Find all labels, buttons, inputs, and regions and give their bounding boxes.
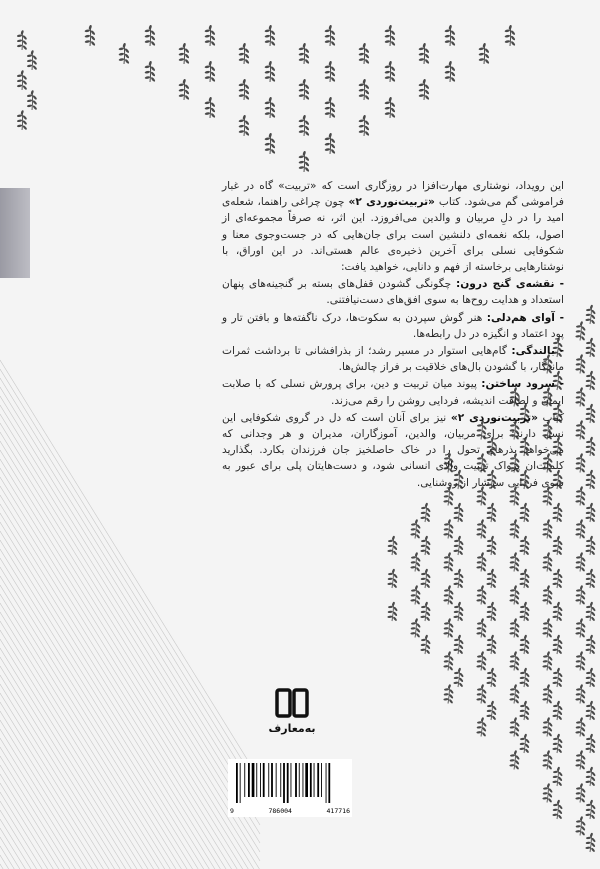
leaf-sprig-icon <box>439 683 459 705</box>
leaf-sprig-icon <box>294 78 315 102</box>
blurb-run: هنر گوش سپردن به سکوت‌ها، درک ناگفته‌ها و بافتن تار و پود اعتماد و انگیزه در دل رابطه‌ها. <box>222 311 564 340</box>
leaf-sprig-icon <box>538 749 558 771</box>
book-icon <box>275 686 309 720</box>
leaf-sprig-icon <box>140 60 161 84</box>
leaf-sprig-icon <box>571 749 591 771</box>
blurb-paragraph <box>222 343 564 375</box>
blurb-paragraph <box>222 178 564 275</box>
leaf-sprig-icon <box>416 501 436 523</box>
leaf-sprig-icon <box>383 567 403 589</box>
leaf-sprig-icon <box>571 782 591 804</box>
leaf-sprig-icon <box>380 60 401 84</box>
blurb-run: چون چراغی راهنما، شعله‌ی امید را در دلِ مربیان و والدین می‌افروزد. این اثر، نه صرفاً مجموعه‌ای از اصول، بلکه نغمه‌ای دلنشین است برای جان‌هایی که در جست‌وجوی معنا و شکوفایی نسلی برای آخرین ذخیره‌ی عالم هستی‌اند. در این اوراق، با نوشتارهایی برخاسته از فهم و دانایی، خواهید یافت: <box>222 196 564 274</box>
leaf-sprig-icon <box>571 518 591 540</box>
leaf-sprig-icon <box>538 650 558 672</box>
leaf-sprig-icon <box>571 716 591 738</box>
leaf-sprig-icon <box>234 42 255 66</box>
leaf-sprig-icon <box>383 534 403 556</box>
leaf-sprig-icon <box>439 551 459 573</box>
leaf-sprig-icon <box>538 518 558 540</box>
leaf-sprig-icon <box>320 132 341 156</box>
leaf-sprig-icon <box>234 78 255 102</box>
blurb-paragraph <box>222 310 564 342</box>
leaf-sprig-icon <box>472 518 492 540</box>
leaf-sprig-icon <box>505 650 525 672</box>
barcode-digit-prefix: 9 <box>230 807 234 815</box>
leaf-sprig-icon <box>294 42 315 66</box>
leaf-sprig-icon <box>406 551 426 573</box>
leaf-sprig-icon <box>571 419 591 441</box>
leaf-sprig-icon <box>380 24 401 48</box>
leaf-sprig-icon <box>380 96 401 120</box>
leaf-sprig-icon <box>320 60 341 84</box>
leaf-sprig-icon <box>538 617 558 639</box>
leaf-sprig-icon <box>474 42 495 66</box>
blurb-heading: - نقشه‌ی گنج درون: <box>456 278 565 291</box>
leaf-sprig-icon <box>23 89 43 112</box>
leaf-sprig-icon <box>571 650 591 672</box>
leaf-sprig-icon <box>439 617 459 639</box>
barcode-digit-group1: 786004 <box>268 807 292 815</box>
leaf-sprig-icon <box>571 485 591 507</box>
leaf-sprig-icon <box>538 683 558 705</box>
leaf-sprig-icon <box>472 551 492 573</box>
leaf-sprig-icon <box>174 42 195 66</box>
leaf-sprig-icon <box>294 150 315 174</box>
blurb-text <box>222 178 564 492</box>
leaf-sprig-icon <box>571 617 591 639</box>
leaf-sprig-icon <box>472 650 492 672</box>
leaf-sprig-icon <box>505 749 525 771</box>
leaf-sprig-icon <box>414 78 435 102</box>
blurb-run: نیز برای آنان است که دل در گروی شکوفایی این نسل دارند؛ برای مربیان، والدین، آموزگاران، مدیران و هر وجدانی که می‌خواهد بذرهای تحول را در خاک حاصلخیز جان فرزندان بکارد. بگذارید کلمات‌ان پژواک تربیت والای انسانی شود، و دست‌هایتان پلی برای عبور به سوی فردایی سرشار از روشنایی. <box>222 411 564 489</box>
blurb-paragraph <box>222 376 564 408</box>
leaf-sprig-icon <box>472 617 492 639</box>
leaf-sprig-icon <box>354 78 375 102</box>
blurb-run: کتاب <box>537 411 565 424</box>
leaf-sprig-icon <box>538 551 558 573</box>
leaf-sprig-icon <box>294 114 315 138</box>
leaf-sprig-icon <box>439 518 459 540</box>
leaf-sprig-icon <box>354 114 375 138</box>
leaf-sprig-icon <box>505 518 525 540</box>
leaf-sprig-icon <box>414 42 435 66</box>
leaf-sprig-icon <box>13 109 33 132</box>
leaf-sprig-icon <box>200 24 221 48</box>
leaf-sprig-icon <box>140 24 161 48</box>
leaf-sprig-icon <box>260 132 281 156</box>
blurb-paragraph <box>222 410 564 491</box>
leaf-sprig-icon <box>472 716 492 738</box>
leaf-sprig-icon <box>581 303 600 325</box>
leaf-sprig-icon <box>320 24 341 48</box>
blurb-paragraph <box>222 276 564 308</box>
leaf-sprig-icon <box>571 386 591 408</box>
blurb-run: چگونگی گشودن قفل‌های بسته بر گنجینه‌های پنهان استعداد و هدایت روح‌ها به سوی افق‌های دست‌نیافتنی. <box>222 278 564 307</box>
leaf-sprig-icon <box>200 60 221 84</box>
leaf-sprig-icon <box>440 60 461 84</box>
leaf-sprig-icon <box>260 24 281 48</box>
leaf-sprig-icon <box>505 716 525 738</box>
leaf-sprig-icon <box>439 650 459 672</box>
leaf-sprig-icon <box>13 29 33 52</box>
leaf-sprig-icon <box>571 683 591 705</box>
leaf-sprig-icon <box>538 716 558 738</box>
leaf-sprig-icon <box>13 69 33 92</box>
leaf-sprig-icon <box>406 518 426 540</box>
leaf-sprig-icon <box>354 42 375 66</box>
blurb-heading: - بالندگی: <box>511 345 564 358</box>
leaf-sprig-icon <box>439 584 459 606</box>
leaf-sprig-icon <box>200 96 221 120</box>
publisher-logo <box>262 686 322 748</box>
leaf-sprig-icon <box>472 683 492 705</box>
leaf-sprig-icon <box>320 96 341 120</box>
leaf-sprig-icon <box>571 452 591 474</box>
leaf-sprig-icon <box>406 584 426 606</box>
leaf-sprig-icon <box>505 584 525 606</box>
blurb-run: پیوند میان تربیت و دین، برای پرورش نسلی که با صلابت ایمان و لطافت اندیشه، فردایی روشن را رقم می‌زند. <box>222 378 564 407</box>
leaf-sprig-icon <box>571 815 591 837</box>
leaf-sprig-icon <box>23 49 43 72</box>
barcode-number <box>230 807 350 815</box>
barcode-digit-group2: 417716 <box>326 807 350 815</box>
blurb-heading: - سرود ساختن: <box>481 378 564 391</box>
isbn-barcode <box>228 759 352 817</box>
leaf-sprig-icon <box>571 353 591 375</box>
leaf-sprig-icon <box>440 24 461 48</box>
leaf-sprig-icon <box>260 96 281 120</box>
blurb-run: این رویداد، نوشتاری مهارت‌افزا در روزگاری است که «تربیت» گاه در غبار فراموشی گم می‌شود. کتاب <box>222 180 564 209</box>
leaf-sprig-icon <box>260 60 281 84</box>
blurb-run: گام‌هایی استوار در مسیر رشد؛ از بذرافشانی تا برداشت ثمرات ماندگار، با گشودن بال‌های خلاقیت بر فراز چالش‌ها. <box>222 345 564 374</box>
leaf-sprig-icon <box>538 584 558 606</box>
leaf-sprig-icon <box>505 617 525 639</box>
blurb-heading: «تربیت‌نوردی ۲» <box>450 411 538 424</box>
leaf-sprig-icon <box>505 551 525 573</box>
leaf-sprig-icon <box>383 600 403 622</box>
leaf-sprig-icon <box>538 782 558 804</box>
leaf-sprig-icon <box>174 78 195 102</box>
leaf-sprig-icon <box>571 551 591 573</box>
publisher-name: به‌معارف <box>268 722 316 735</box>
leaf-sprig-icon <box>500 24 521 48</box>
leaf-sprig-icon <box>571 320 591 342</box>
blurb-heading: «تربیت‌نوردی ۲» <box>348 196 435 209</box>
leaf-sprig-icon <box>571 584 591 606</box>
leaf-sprig-icon <box>114 42 135 66</box>
leaf-sprig-icon <box>406 617 426 639</box>
leaf-sprig-icon <box>80 24 101 48</box>
blurb-heading: - آوای هم‌دلی: <box>486 311 564 324</box>
leaf-sprig-icon <box>505 683 525 705</box>
barcode-bars <box>232 763 348 803</box>
leaf-sprig-icon <box>234 114 255 138</box>
leaf-sprig-icon <box>472 584 492 606</box>
